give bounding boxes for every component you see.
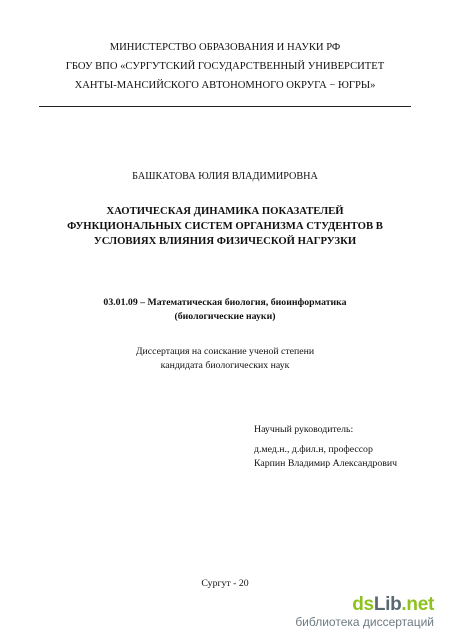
title-line-3: УСЛОВИЯХ ВЛИЯНИЯ ФИЗИЧЕСКОЙ НАГРУЗКИ [93, 235, 357, 247]
specialty-field: (биологические науки) [174, 311, 276, 322]
university-line: ГБОУ ВПО «СУРГУТСКИЙ ГОСУДАРСТВЕННЫЙ УНИВЕРСИТЕТ [65, 61, 385, 72]
title-line-2: ФУНКЦИОНАЛЬНЫХ СИСТЕМ ОРГАНИЗМА СТУДЕНТОВ В [67, 220, 383, 232]
ministry-line: МИНИСТЕРСТВО ОБРАЗОВАНИЯ И НАУКИ РФ [109, 42, 341, 53]
author-name: БАШКАТОВА ЮЛИЯ ВЛАДИМИРОВНА [132, 171, 318, 182]
city-year: Сургут - 20 [201, 578, 249, 589]
header-divider [39, 106, 411, 107]
specialty-code: 03.01.09 – Математическая биология, биоинформатика [103, 297, 347, 308]
supervisor-heading: Научный руководитель: [254, 424, 354, 435]
title-line-1: ХАОТИЧЕСКАЯ ДИНАМИКА ПОКАЗАТЕЛЕЙ [106, 205, 344, 217]
watermark-subtitle: библиотека диссертаций [295, 614, 434, 629]
region-line: ХАНТЫ-МАНСИЙСКОГО АВТОНОМНОГО ОКРУГА − ЮГРЫ» [74, 80, 376, 91]
dslib-watermark [295, 595, 434, 629]
supervisor-name: Карпин Владимир Александрович [254, 458, 398, 469]
dissertation-degree: кандидата биологических наук [160, 360, 290, 371]
supervisor-degrees: д.мед.н., д.фил.н, профессор [254, 444, 373, 455]
dslib-logo: dsLib.net [352, 593, 434, 615]
dissertation-purpose: Диссертация на соискание ученой степени [135, 346, 315, 357]
